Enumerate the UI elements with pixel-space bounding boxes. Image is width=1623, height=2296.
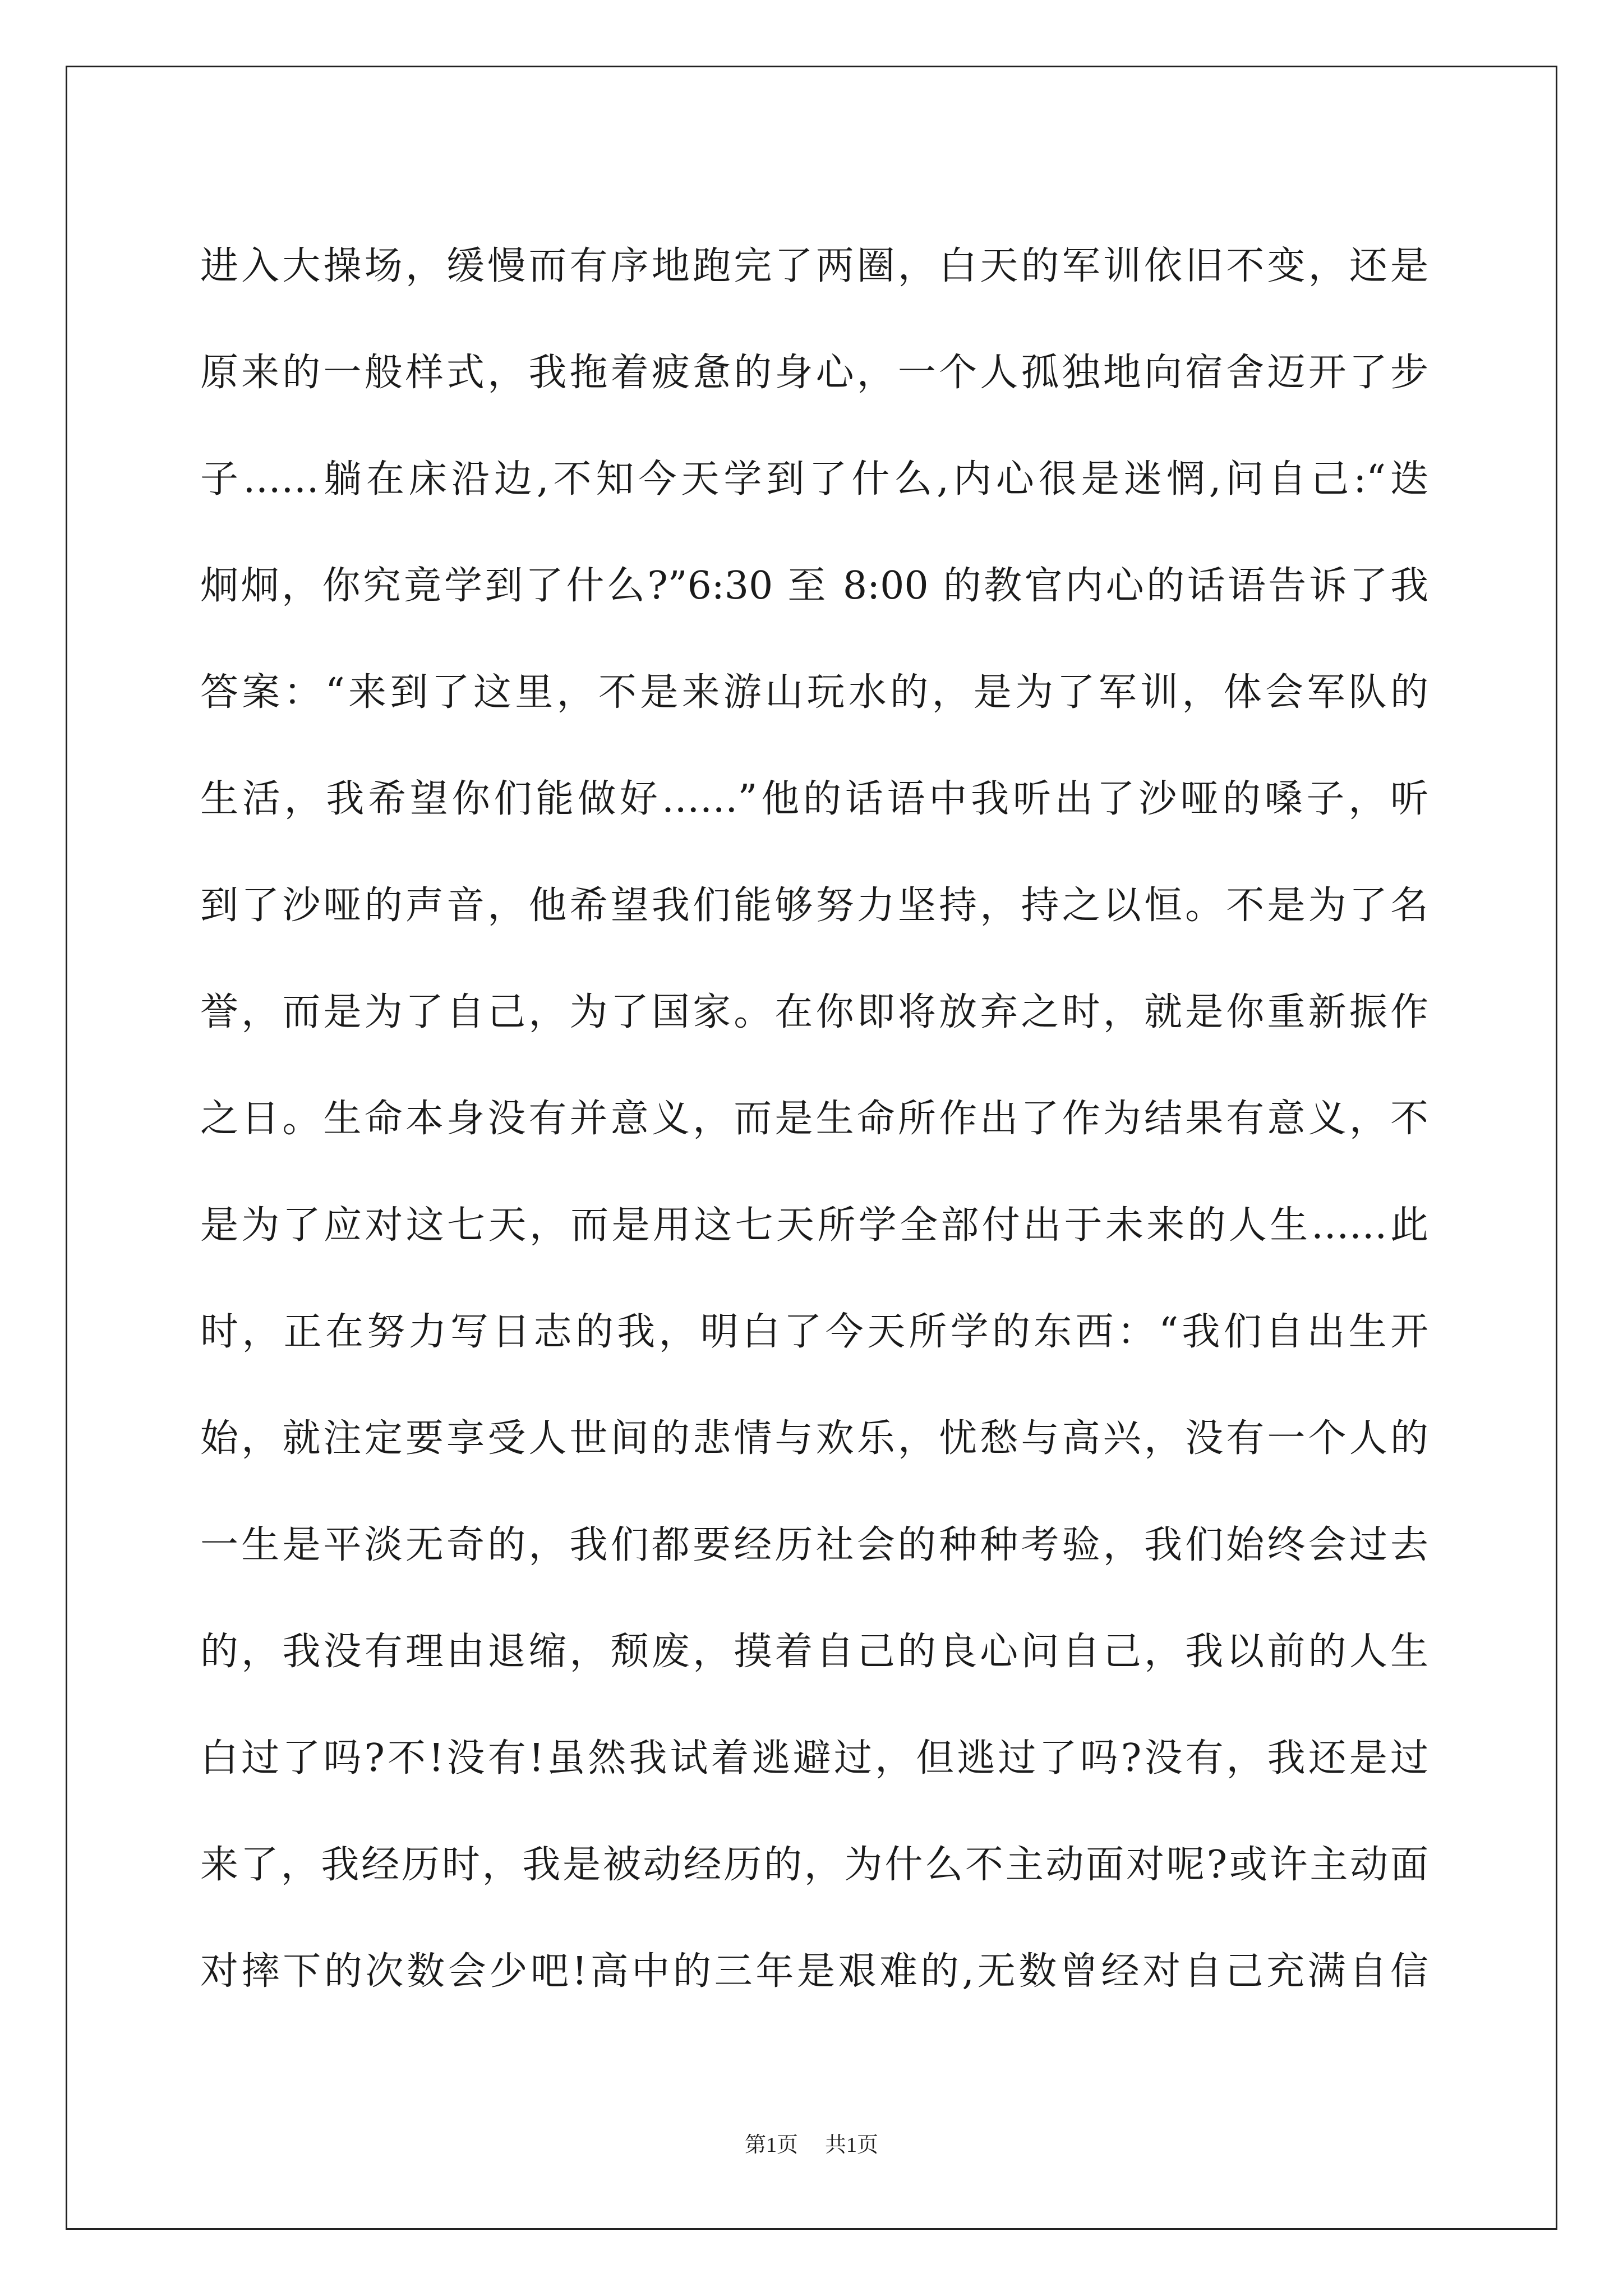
- text-line-12: 始，就注定要享受人世间的悲情与欢乐，忧愁与高兴，没有一个人的: [200, 1416, 1428, 1461]
- text-line-2: 原来的一般样式，我拖着疲惫的身心，一个人孤独地向宿舍迈开了步: [200, 351, 1428, 395]
- text-line-14: 的，我没有理由退缩，颓废，摸着自己的良心问自己，我以前的人生: [200, 1630, 1428, 1674]
- text-line-13: 一生是平淡无奇的，我们都要经历社会的种种考验，我们始终会过去: [200, 1523, 1428, 1567]
- text-line-7: 到了沙哑的声音，他希望我们能够努力坚持，持之以恒。不是为了名: [200, 884, 1428, 928]
- text-line-1: 进入大操场，缓慢而有序地跑完了两圈，白天的军训依旧不变，还是: [200, 244, 1428, 288]
- text-line-8: 誉，而是为了自己，为了国家。在你即将放弃之时，就是你重新振作: [200, 990, 1428, 1034]
- page-total: 共1页: [825, 2133, 879, 2157]
- page-footer: [0, 2127, 1623, 2158]
- text-line-3: 子……躺在床沿边,不知今天学到了什么,内心很是迷惘,问自己:“迭: [200, 457, 1428, 501]
- text-line-16: 来了，我经历时，我是被动经历的，为什么不主动面对呢?或许主动面: [200, 1843, 1428, 1887]
- text-line-11: 时，正在努力写日志的我，明白了今天所学的东西：“我们自出生开: [200, 1310, 1428, 1354]
- text-line-4: 炯炯，你究竟学到了什么?”6:30 至 8:00 的教官内心的话语告诉了我: [200, 564, 1428, 608]
- text-line-5: 答案：“来到了这里，不是来游山玩水的，是为了军训，体会军队的: [200, 670, 1428, 715]
- page-number: 第1页: [744, 2133, 798, 2157]
- body-text: [200, 213, 1428, 2025]
- text-line-17: 对摔下的次数会少吧!高中的三年是艰难的,无数曾经对自己充满自信: [200, 1949, 1428, 1994]
- text-line-6: 生活，我希望你们能做好……”他的话语中我听出了沙哑的嗓子，听: [200, 777, 1428, 821]
- text-line-15: 白过了吗?不!没有!虽然我试着逃避过，但逃过了吗?没有，我还是过: [200, 1736, 1428, 1780]
- text-line-9: 之日。生命本身没有并意义，而是生命所作出了作为结果有意义，不: [200, 1097, 1428, 1141]
- text-line-10: 是为了应对这七天，而是用这七天所学全部付出于未来的人生……此: [200, 1203, 1428, 1248]
